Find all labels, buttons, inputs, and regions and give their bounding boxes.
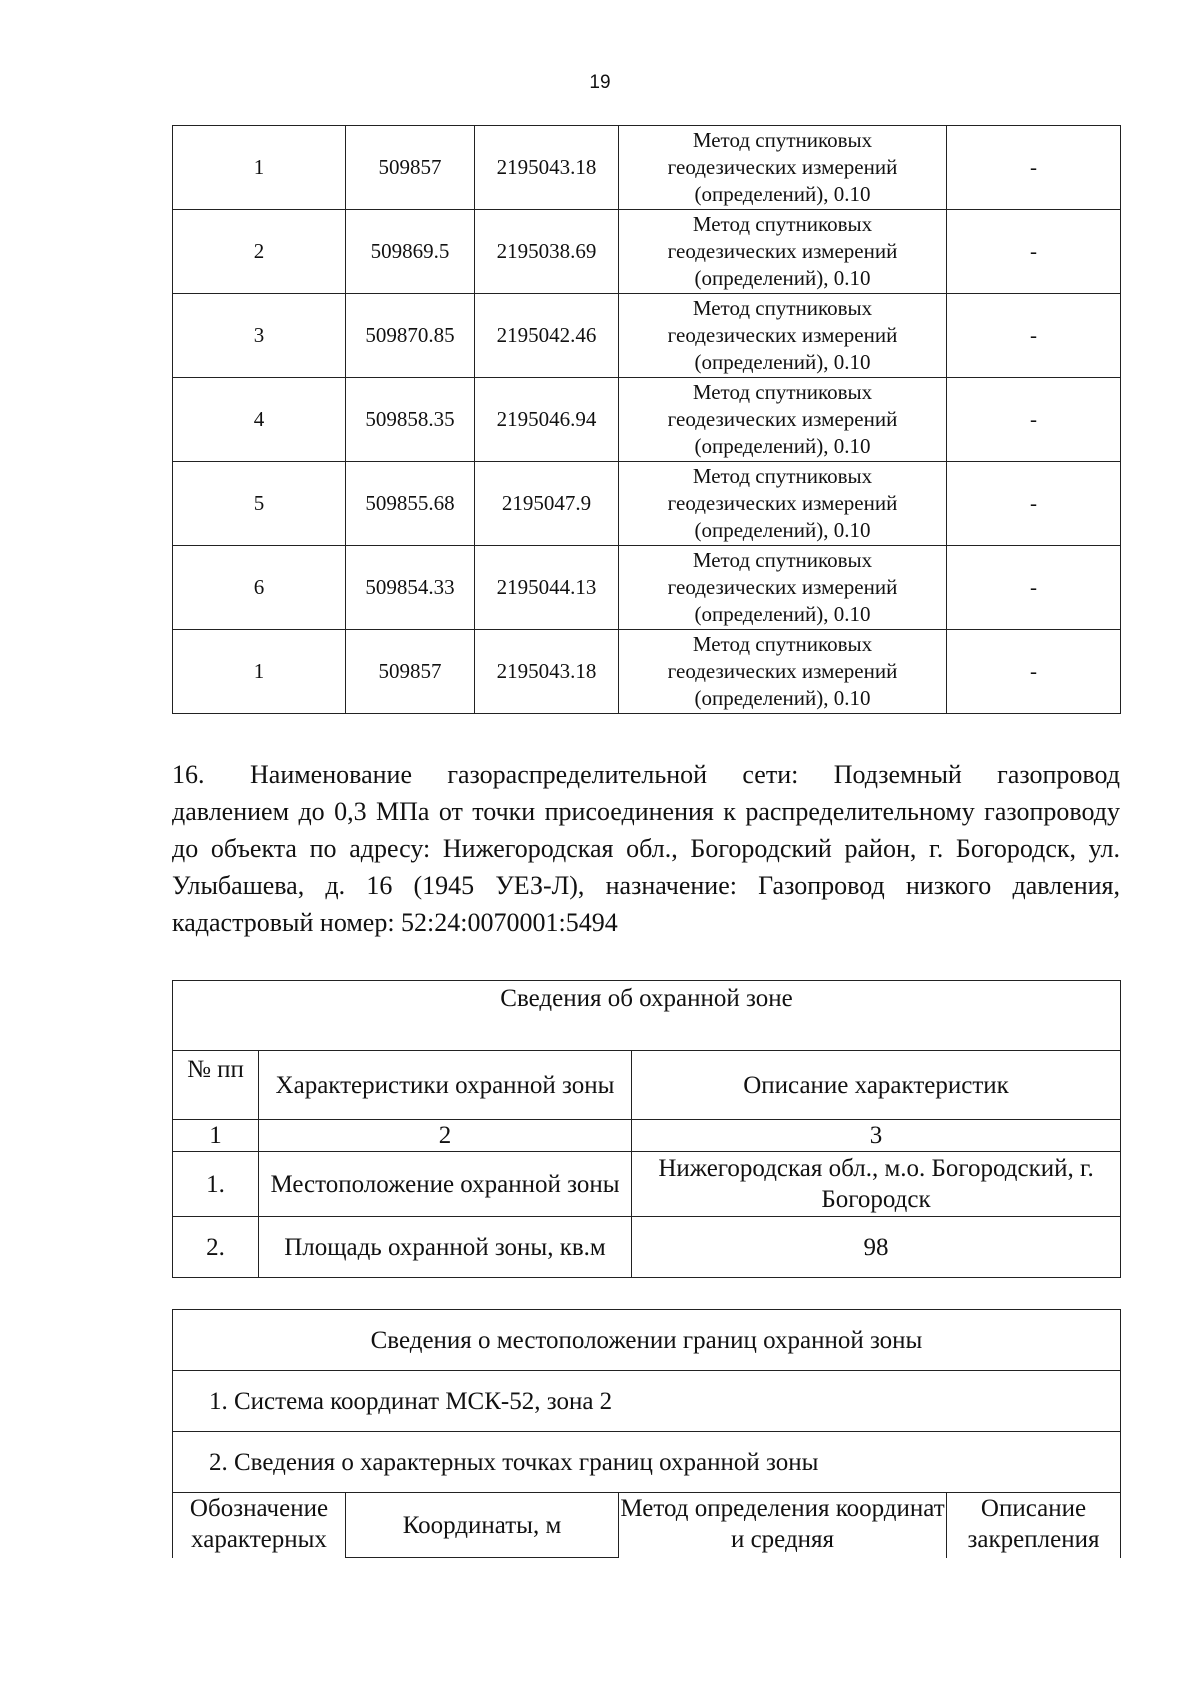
y-cell: 2195043.18 xyxy=(475,630,619,714)
x-cell: 509855.68 xyxy=(346,462,475,546)
method-line: (определений), 0.10 xyxy=(694,266,871,290)
method-line: (определений), 0.10 xyxy=(694,350,871,374)
fixing-cell: - xyxy=(947,630,1121,714)
method-line: (определений), 0.10 xyxy=(694,182,871,206)
y-cell: 2195047.9 xyxy=(475,462,619,546)
method-line: Метод спутниковых xyxy=(692,548,873,572)
method-line: геодезических измерений xyxy=(667,491,898,515)
header-number: № пп xyxy=(173,1051,259,1120)
row-description: Нижегородская обл., м.о. Богородский, г. Богородск xyxy=(632,1152,1121,1217)
method-line: Метод спутниковых xyxy=(692,128,873,152)
section-text: Наименование газораспределительной сети: Подземный газопровод давлением до 0,3 МПа от точки присоединения к распределительному газопроводу до объекта по адресу: Нижегородская обл., Богородский район, г. Богородск, ул. Улыбашева, д. 16 (1945 УЕЗ-Л), назначение: Газопровод низкого давления, кадастровый номер: 52:24:0070001:5494 xyxy=(172,760,1120,937)
page-number: 19 xyxy=(589,72,611,93)
row-number: 1. xyxy=(173,1152,259,1217)
zone-info-table xyxy=(172,980,1121,1278)
x-cell: 509857 xyxy=(346,630,475,714)
method-line: геодезических измерений xyxy=(667,659,898,683)
method-cell xyxy=(619,630,947,714)
fixing-cell: - xyxy=(947,294,1121,378)
method-cell xyxy=(619,462,947,546)
fixing-cell: - xyxy=(947,126,1121,210)
method-line: (определений), 0.10 xyxy=(694,518,871,542)
coordinate-system: 1. Система координат МСК-52, зона 2 xyxy=(173,1371,1121,1432)
method-line: Метод спутниковых xyxy=(692,296,873,320)
point-cell: 1 xyxy=(173,630,346,714)
coordinate-row xyxy=(173,378,1121,462)
method-line: геодезических измерений xyxy=(667,575,898,599)
coordinate-row xyxy=(173,210,1121,294)
method-line: (определений), 0.10 xyxy=(694,434,871,458)
y-cell: 2195044.13 xyxy=(475,546,619,630)
row-description: 98 xyxy=(632,1217,1121,1278)
y-cell: 2195038.69 xyxy=(475,210,619,294)
fixing-cell: - xyxy=(947,546,1121,630)
coordinates-table-body xyxy=(173,126,1121,714)
method-cell xyxy=(619,378,947,462)
method-line: Метод спутниковых xyxy=(692,212,873,236)
boundaries-title: Сведения о местоположении границ охранной зоны xyxy=(173,1310,1121,1371)
method-line: геодезических измерений xyxy=(667,407,898,431)
x-cell: 509858.35 xyxy=(346,378,475,462)
header-description: Описание характеристик xyxy=(632,1051,1121,1120)
section-16-paragraph xyxy=(172,756,1120,941)
y-cell: 2195042.46 xyxy=(475,294,619,378)
x-cell: 509857 xyxy=(346,126,475,210)
point-cell: 5 xyxy=(173,462,346,546)
column-number-3: 3 xyxy=(632,1120,1121,1152)
point-cell: 1 xyxy=(173,126,346,210)
coordinate-row xyxy=(173,126,1121,210)
method-line: (определений), 0.10 xyxy=(694,686,871,710)
zone-info-title: Сведения об охранной зоне xyxy=(173,981,1121,1051)
coordinate-row xyxy=(173,630,1121,714)
method-cell xyxy=(619,294,947,378)
zone-info-row xyxy=(173,1152,1121,1217)
coordinate-row xyxy=(173,294,1121,378)
header-designation: Обозначение характерных xyxy=(173,1493,346,1558)
fixing-cell: - xyxy=(947,210,1121,294)
column-number-2: 2 xyxy=(259,1120,632,1152)
coordinates-table xyxy=(172,125,1121,714)
x-cell: 509854.33 xyxy=(346,546,475,630)
method-line: геодезических измерений xyxy=(667,155,898,179)
point-cell: 4 xyxy=(173,378,346,462)
header-fixing: Описание закрепления xyxy=(947,1493,1121,1558)
method-line: Метод спутниковых xyxy=(692,632,873,656)
y-cell: 2195043.18 xyxy=(475,126,619,210)
point-cell: 2 xyxy=(173,210,346,294)
method-line: (определений), 0.10 xyxy=(694,602,871,626)
point-cell: 6 xyxy=(173,546,346,630)
method-line: Метод спутниковых xyxy=(692,380,873,404)
row-number: 2. xyxy=(173,1217,259,1278)
method-cell xyxy=(619,546,947,630)
column-number-1: 1 xyxy=(173,1120,259,1152)
coordinate-row xyxy=(173,546,1121,630)
x-cell: 509870.85 xyxy=(346,294,475,378)
section-number: 16. xyxy=(172,760,205,789)
coordinate-row xyxy=(173,462,1121,546)
row-characteristic: Площадь охранной зоны, кв.м xyxy=(259,1217,632,1278)
zone-info-row xyxy=(173,1217,1121,1278)
fixing-cell: - xyxy=(947,462,1121,546)
method-line: геодезических измерений xyxy=(667,323,898,347)
method-cell xyxy=(619,126,947,210)
fixing-cell: - xyxy=(947,378,1121,462)
point-cell: 3 xyxy=(173,294,346,378)
method-line: Метод спутниковых xyxy=(692,464,873,488)
header-method: Метод определения координат и средняя xyxy=(619,1493,947,1558)
points-heading: 2. Сведения о характерных точках границ охранной зоны xyxy=(173,1432,1121,1493)
header-coordinates: Координаты, м xyxy=(346,1493,619,1558)
row-characteristic: Местоположение охранной зоны xyxy=(259,1152,632,1217)
x-cell: 509869.5 xyxy=(346,210,475,294)
header-characteristic: Характеристики охранной зоны xyxy=(259,1051,632,1120)
y-cell: 2195046.94 xyxy=(475,378,619,462)
method-line: геодезических измерений xyxy=(667,239,898,263)
method-cell xyxy=(619,210,947,294)
boundaries-table xyxy=(172,1309,1121,1558)
